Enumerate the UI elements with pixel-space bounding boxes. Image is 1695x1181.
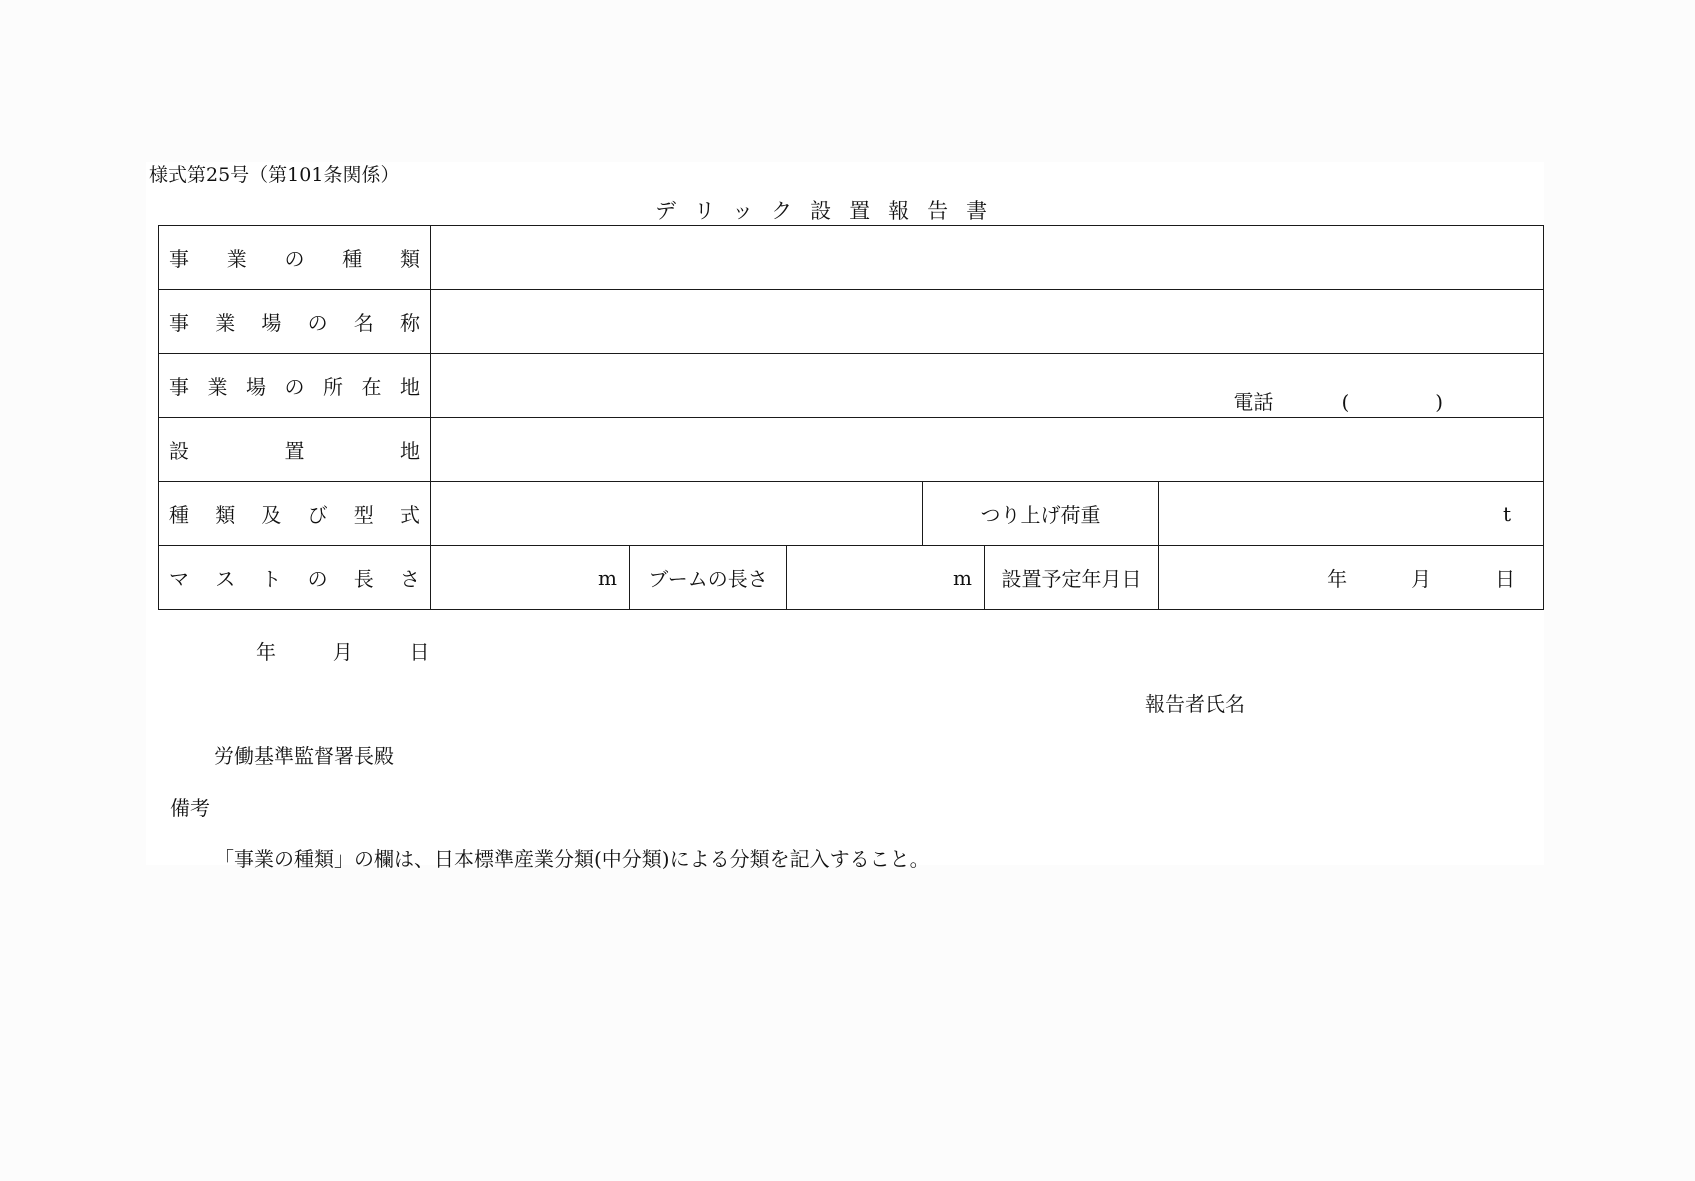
phone-number [1233,386,1443,415]
install-date-month: 月 [1411,567,1432,591]
workplace-address-label: 事 業 場 の 所 在 地 [159,354,431,418]
workplace-name-label: 事 業 場 の 名 称 [159,290,431,354]
form-number: 様式第25号（第101条関係） [149,164,400,186]
mast-length-unit: m [598,565,617,590]
mast-length-field[interactable] [431,546,630,610]
install-date-label: 設置予定年月日 [985,546,1159,610]
business-type-label: 事 業 の 種 類 [159,226,431,290]
table-row [159,354,1544,418]
phone-paren-close: ) [1435,390,1444,414]
lifting-load-field[interactable] [1159,482,1544,546]
reporter-name-label: 報告者氏名 [1145,692,1245,716]
business-type-field[interactable] [431,226,1544,290]
report-date-month: 月 [332,640,353,664]
workplace-name-field[interactable] [431,290,1544,354]
boom-length-field[interactable] [787,546,985,610]
phone-label: 電話 [1233,390,1274,414]
install-site-label: 設 置 地 [159,418,431,482]
workplace-address-field[interactable] [431,354,1544,418]
addressee: 労働基準監督署長殿 [214,744,394,768]
mast-length-label: マ ス ト の 長 さ [159,546,431,610]
table-row [159,546,1544,610]
page-title: デリック設置報告書 [655,199,1006,223]
table-row [159,418,1544,482]
install-site-field[interactable] [431,418,1544,482]
remarks-note: 「事業の種類」の欄は、日本標準産業分類(中分類)による分類を記入すること。 [214,847,930,871]
type-model-label: 種 類 及 び 型 式 [159,482,431,546]
lifting-load-label: つり上げ荷重 [923,482,1159,546]
report-date-day: 日 [409,640,430,664]
install-date-year: 年 [1327,567,1348,591]
boom-length-label: ブームの長さ [630,546,787,610]
install-date-field[interactable] [1159,546,1544,610]
report-date-year: 年 [256,640,276,664]
report-table [158,225,1544,610]
lifting-load-unit: t [1503,501,1512,526]
remarks-label: 備考 [170,796,210,820]
report-date [256,636,429,665]
boom-length-unit: m [953,565,972,590]
phone-paren-open: ( [1341,390,1350,414]
table-row [159,290,1544,354]
type-model-field[interactable] [431,482,923,546]
table-row [159,226,1544,290]
install-date-day: 日 [1495,567,1516,591]
table-row [159,482,1544,546]
